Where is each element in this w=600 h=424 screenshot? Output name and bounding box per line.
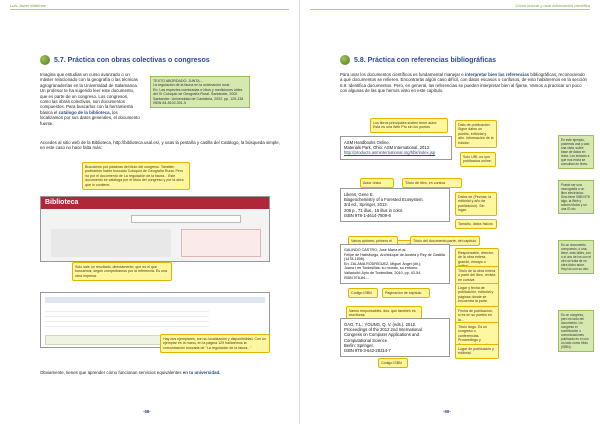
- left-page-number: -58-: [143, 409, 151, 414]
- ref4-callout-title: Título largo. Es un congreso o conferencias. Proceedings y: [455, 322, 499, 350]
- right-intro: [340, 72, 588, 94]
- right-page: [300, 0, 600, 424]
- biblioteca-logo: Biblioteca: [45, 199, 79, 206]
- left-running-header: Luis Javier Martínez: [10, 3, 46, 8]
- ref3-callout-place: Lugar y fecha de publicación, editorial y páginas donde se encuentra la parte.: [455, 283, 499, 307]
- ref4-callout-date: Fecha de publicación, si es en su pueblo en la...: [455, 306, 499, 325]
- left-header-rule: [10, 9, 289, 10]
- ref1-publisher: Materials Park, Ohio: ASM International, 2013.: [344, 145, 431, 151]
- ref4-callout-publisher: Lugar de publicación y editorial.: [455, 344, 499, 359]
- right-running-header: Cómo buscar y usar información científica: [515, 3, 590, 8]
- ref3-callout-part-title: Título del documento parte, del capítulo: [410, 236, 480, 246]
- ref3-authors: GALINDO CASTRO, José María et al.: [344, 248, 407, 252]
- side-note-1: En este ejemplo, podemos una y casi una vista, sobre base de datos en línea. Los enlaces a que nos envía se consultan en línea.: [558, 135, 594, 169]
- ref2-edition: 3rd ed., Springer, 2013.: [344, 202, 388, 208]
- references-link[interactable]: interpretar bien las referencias: [464, 72, 530, 77]
- callout-holdings: Hay dos ejemplares, con su localización y disponibilidad. Con un ejemplar en la mano, en la página 129 hallaremos la comunicación buscada de "La regulación de la fauna...": [160, 334, 270, 353]
- university-link[interactable]: en tu universidad.: [182, 370, 221, 375]
- reference-3: [340, 244, 450, 284]
- right-intro-text: Para usar los documentos científicos es fundamental manejar e: [340, 72, 464, 77]
- ref1-title: ASM Handbooks Online.: [344, 140, 390, 145]
- side-note-4: Es un congreso, pero es todo del documento. Un congreso el contribución o comunicaciones publicado en el con un lado como título (ISBN).: [558, 310, 594, 352]
- ref4-callout-editors: Varios responsables, dos, que también es escrituras.: [346, 306, 422, 321]
- left-outro-text: Obviamente, tienes que aprender cómo funcionan servicios equivalentes: [40, 370, 182, 375]
- section-bullet-icon: [40, 55, 50, 65]
- reference-1: [340, 136, 452, 160]
- ref3-editor: En: ZALAMA RODRÍGUEZ, Miguel Ángel (dir.);: [344, 261, 422, 266]
- right-header-rule: [310, 9, 590, 10]
- ref2-callout-size: Tamaño, datos físicos: [455, 219, 497, 229]
- callout-search-terms: Buscamos por palabras del título del congreso. También podríamos haber buscado Coloquio de Geografía Rural. Pero no por el documento de La regulación de la fauna... Este documento se cataloga por el título del congreso y por la obra que lo contiene.: [82, 162, 190, 190]
- ref3-publisher: Valladolid: Ayto de Tordesillas, 2010, pp. 43-54.: [344, 270, 422, 275]
- right-section-title: [340, 55, 496, 65]
- left-intro: [40, 72, 140, 126]
- ref1-callout-url: Solo URL no son publicados online.: [460, 152, 496, 167]
- catalog-link[interactable]: catálogo de la biblioteca,: [58, 109, 111, 115]
- reference-2: [340, 188, 450, 222]
- ref3-isbn: ISBN 978-84-...: [344, 275, 370, 280]
- ref4-title-1: Proceedings of the 2012 2nd International: [344, 327, 422, 333]
- ref1-url[interactable]: http://products.asminternational.org/hbk/index.jsp: [344, 150, 436, 156]
- catalog-header-bar: [41, 197, 269, 209]
- ref3-title: Felipe de Habsburgo, Archiduque de Austria y Rey de Castilla (1478-1506).: [344, 252, 445, 262]
- reference-4: [340, 318, 450, 357]
- ref3-callout-whole-work: Título de la obra entera o parte del libro, revista en cursiva: [455, 266, 499, 285]
- left-intro2: Accedes al sitio web de la Biblioteca, http://biblioteca.usal.es/, y usas la pestaña y casilla del Catálogo, la búsqueda simple, en este caso no hace falta más:: [40, 140, 280, 151]
- ref2-callout-publisher: Datos de (Fechas: la editorial y año de publicación). Sin lugar.: [455, 192, 497, 216]
- ref4-title-2: Congress on Computer Applications and: [344, 332, 419, 338]
- left-outro: [40, 370, 280, 375]
- right-intro-tail: bibliográficas, reconociendo a qué documentos se refieren. Encontrarás algún caso difícil, con datos escasos o confusos, de esto hablaremos en la sección 6.9. Identifica documentos. Pero, en general, las referencias se pueden interpretar bien al fijarse. Vamos a practicar un poco con algunas de las que hemos visto en este capítulo.: [340, 72, 587, 94]
- reference-green-box: TEXTO ABORDADO: JUNTA... La regulación de la fauna en la ordenación rural. En: Las especies nombradas e hitos y mediciones útiles del XI Coloquio de Geografía Rural. Santander, 2002 Santander: Universidad de Cantabria, 2002. pp. 129-138 ISBN 84-8102-301-5: [150, 76, 250, 108]
- ref2-isbn: ISBN 978-1-4614-7809-6: [344, 212, 391, 218]
- ref3-callout-authors: Varios autores, primero el: [348, 236, 398, 251]
- ref3-callout-pages: Paginación de capítulo: [382, 288, 430, 298]
- ref2-callout-author: Autor único: [360, 178, 394, 188]
- left-section-title: [40, 55, 210, 65]
- callout-single-result: Sólo sale un resultado, directamente; que es el que buscamos, según comprobamos por la referencia. Es una obra impresa.: [72, 262, 172, 281]
- ref3-callout-editor: Responsable, director, de la obra entera, grande, ensayo o: [455, 248, 499, 272]
- ref1-callout-author: Los libros principales suelen tener autor. Esta es una Web Pro sin los puntos: [370, 118, 448, 133]
- catalog-body-area: [51, 229, 171, 257]
- result-header: [45, 297, 265, 303]
- result-record-lines: [45, 307, 209, 331]
- left-intro-tail: los localizamos por sus datos generales, el documento fuente.: [40, 109, 140, 126]
- side-note-3: Es un documento compuesto, o una, tiene, más útiles, con o si uno de los con el otro se trata de un obra dicho autor. Hay los con su otro.: [558, 240, 594, 274]
- right-section-title-text: 5.8. Práctica con referencias bibliográficas: [354, 56, 497, 64]
- ref4-isbn: ISBN 978-3-642-28314-7: [344, 348, 391, 354]
- ref1-callout-publication: Dato de publicación. Sigue datos un pueblo, editorial y año. Información de la edición: [455, 120, 497, 148]
- catalog-side-panel: [181, 229, 261, 257]
- ref2-physical: 208 p., 71 illus., 16 illus in color.: [344, 207, 404, 213]
- catalog-screenshot: [40, 196, 270, 262]
- left-section-title-text: 5.7. Práctica con obras colectivas o congresos: [54, 56, 210, 64]
- ref3-book: Juana I en Tordesillas: su mundo, su entorno.: [344, 266, 419, 271]
- ref2-author: Likens, Gene E.: [344, 192, 374, 197]
- ref3-callout-isbn: Código ISBN: [348, 288, 378, 298]
- ref4-editors: GAO, T.L.; YOUNG, Q. V. (eds.). 2012.: [344, 322, 417, 327]
- left-intro-text: Imagina que estudias un curso avanzado o un máster relacionado con la geografía o las técnicas agrogranaderías en la Universidad de Salamanca. Un profesor te ha sugerido leer este documento, que es parte de un congreso. Los congresos, como las obras colectivas, son documentos compuestos. Para buscarlos con la herramienta básica el: [40, 72, 138, 115]
- section-bullet-icon: [340, 55, 350, 65]
- right-page-number: -59-: [443, 409, 451, 414]
- side-note-2: Puede ser una monografía o un libro electrónico. Sino tiene ISBN 978 algo, la Web y sobres títulos y un una ID sin.: [558, 180, 594, 214]
- ref2-title: Biogeochemistry of a Forested Ecosystem.: [344, 197, 424, 203]
- ref4-callout-isbn: Código ISBN: [378, 358, 408, 368]
- ref2-callout-title: Título de libro, en cursiva: [402, 178, 462, 188]
- ref4-publisher: Berlin: Springer.: [344, 342, 374, 348]
- catalog-search-input[interactable]: [131, 215, 241, 223]
- ref4-title-3: Computational Science.: [344, 337, 389, 343]
